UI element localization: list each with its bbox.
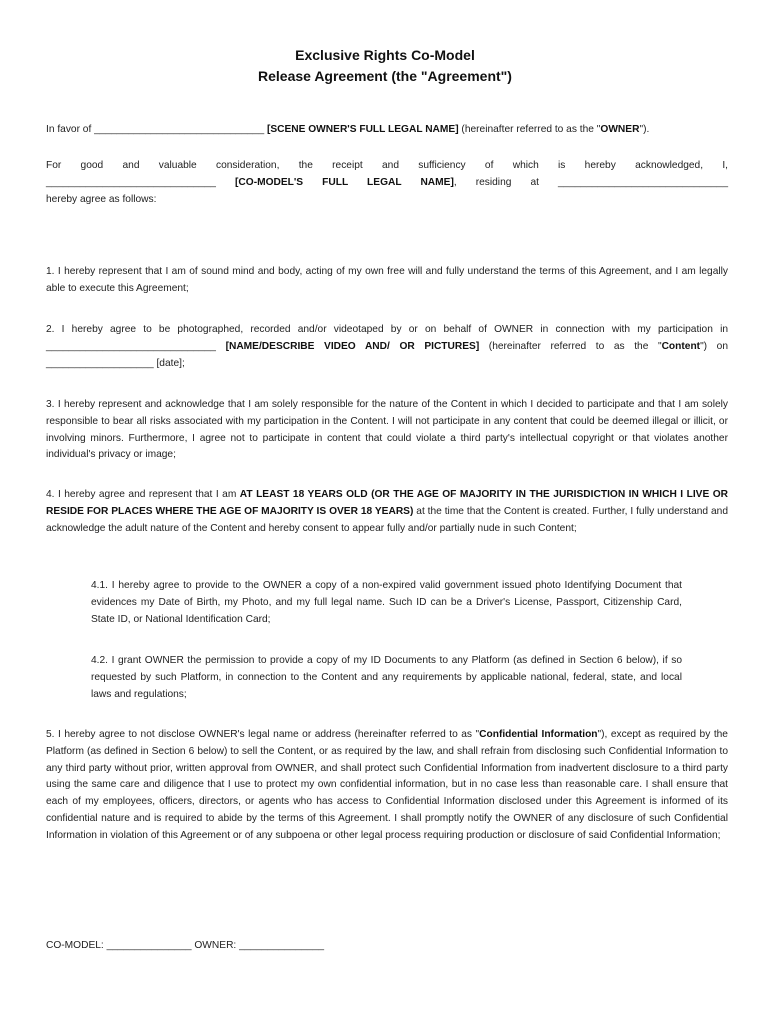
consideration-line-3: hereby agree as follows:: [46, 193, 157, 205]
in-favor-suffix: ").: [639, 124, 650, 135]
clause-5-text-a: 5. I hereby agree to not disclose OWNER's legal name or address (hereinafter referred to as ": [46, 729, 480, 740]
in-favor-prefix: In favor of ______________________________: [46, 124, 267, 135]
consideration-line-2-suffix: , residing at ______________________________: [453, 176, 728, 188]
confidential-information-term: Confidential Information: [479, 729, 598, 740]
content-description-field: [NAME/DESCRIBE VIDEO AND/ OR PICTURES]: [225, 340, 480, 352]
document-title-line-2: Release Agreement (the "Agreement"): [258, 68, 512, 84]
clause-1: 1. I hereby represent that I am of sound mind and body, acting of my own free will and fully understand the terms of this Agreement, and I am legally able to execute this Agreement;: [46, 266, 728, 294]
age-requirement-bold: AT LEAST 18 YEARS OLD (OR THE AGE OF MAJORITY IN THE JURISDICTION IN WHICH I LIVE OR RESIDE FOR PLACES WHERE THE AGE OF MAJORITY IS OVER 18 YEARS): [46, 489, 728, 517]
clause-4-text-b: at the time that the Content is created. Further, I fully understand and acknowledge the adult nature of the Content and hereby consent to appear fully and/or partially nude in such Content;: [46, 505, 728, 534]
signature-line: CO-MODEL: _______________ OWNER: _______________: [46, 940, 325, 951]
content-defined-term: Content: [661, 340, 701, 352]
clause-5: [46, 727, 728, 845]
consideration-line-2: [46, 175, 728, 192]
consideration-line-2-prefix: ______________________________: [46, 176, 236, 188]
clause-2-text-a: 2. I hereby agree to be photographed, recorded and/or videotaped by or on behalf of OWNER in connection with my participation in ______________________________: [46, 324, 728, 352]
co-model-name-field: [CO-MODEL'S FULL LEGAL NAME]: [235, 176, 454, 188]
in-favor-paragraph: [46, 122, 736, 139]
clause-2-text-c: ") on ___________________ [date];: [46, 340, 728, 369]
clause-4-1: 4.1. I hereby agree to provide to the OWNER a copy of a non-expired valid government issued photo Identifying Document that evidences my Date of Birth, my Photo, and my full legal name. Such ID can be a Driver's License, Passport, Citizenship Card, State ID, or National Identification Card;: [91, 580, 682, 625]
consideration-paragraph: [46, 158, 728, 208]
clause-3: 3. I hereby represent and acknowledge that I am solely responsible for the nature of the Content in which I decided to participate and that I am solely responsible to bear all risks associated with my participation in the Content. I will not participate in any content that could be deemed illegal or illicit, or involving minors. Furthermore, I agree not to participate in content that could violate a third party's intellectual copyright or that violates another individual's privacy or image;: [46, 399, 728, 461]
in-favor-middle: (hereinafter referred to as the ": [458, 124, 601, 135]
owner-defined-term: OWNER: [600, 124, 640, 135]
clause-5-text-b: "), except as required by the Platform (as defined in Section 6 below) to sell the Content, or as required by the law, and shall refrain from disclosing such Confidential Information to any third party without prior, written approval from OWNER, and shall protect such Confidential Information from inadvertent disclosure to a third party using the same care and diligence that I use to protect my own confidential information, but in no case less than reasonable care. I shall ensure that each of my employees, officers, directors, or agents who has access to Confidential Information disclosed under this Agreement is informed of its confidential nature and is required to abide by the terms of this Agreement. I shall promptly notify the OWNER of any disclosure of such Confidential Information in violation of this Agreement or of any subpoena or other legal process requiring production or disclosure of said Confidential Information;: [46, 729, 728, 841]
clause-4-text-a: 4. I hereby agree and represent that I am: [46, 489, 240, 500]
consideration-line-1: For good and valuable consideration, the receipt and sufficiency of which is hereby acknowledged, I,: [46, 160, 728, 171]
document-title-line-1: Exclusive Rights Co-Model: [295, 47, 475, 63]
scene-owner-name-field: [SCENE OWNER'S FULL LEGAL NAME]: [266, 124, 459, 135]
clause-2-text-b: (hereinafter referred to as the ": [479, 340, 662, 352]
clause-4-2: 4.2. I grant OWNER the permission to provide a copy of my ID Documents to any Platform (as defined in Section 6 below), if so requested by such Platform, in connection to the Content and any requirements by applicable national, federal, state, and local laws and regulations;: [91, 655, 682, 700]
clause-2: [46, 322, 728, 372]
clause-4: [46, 487, 728, 537]
